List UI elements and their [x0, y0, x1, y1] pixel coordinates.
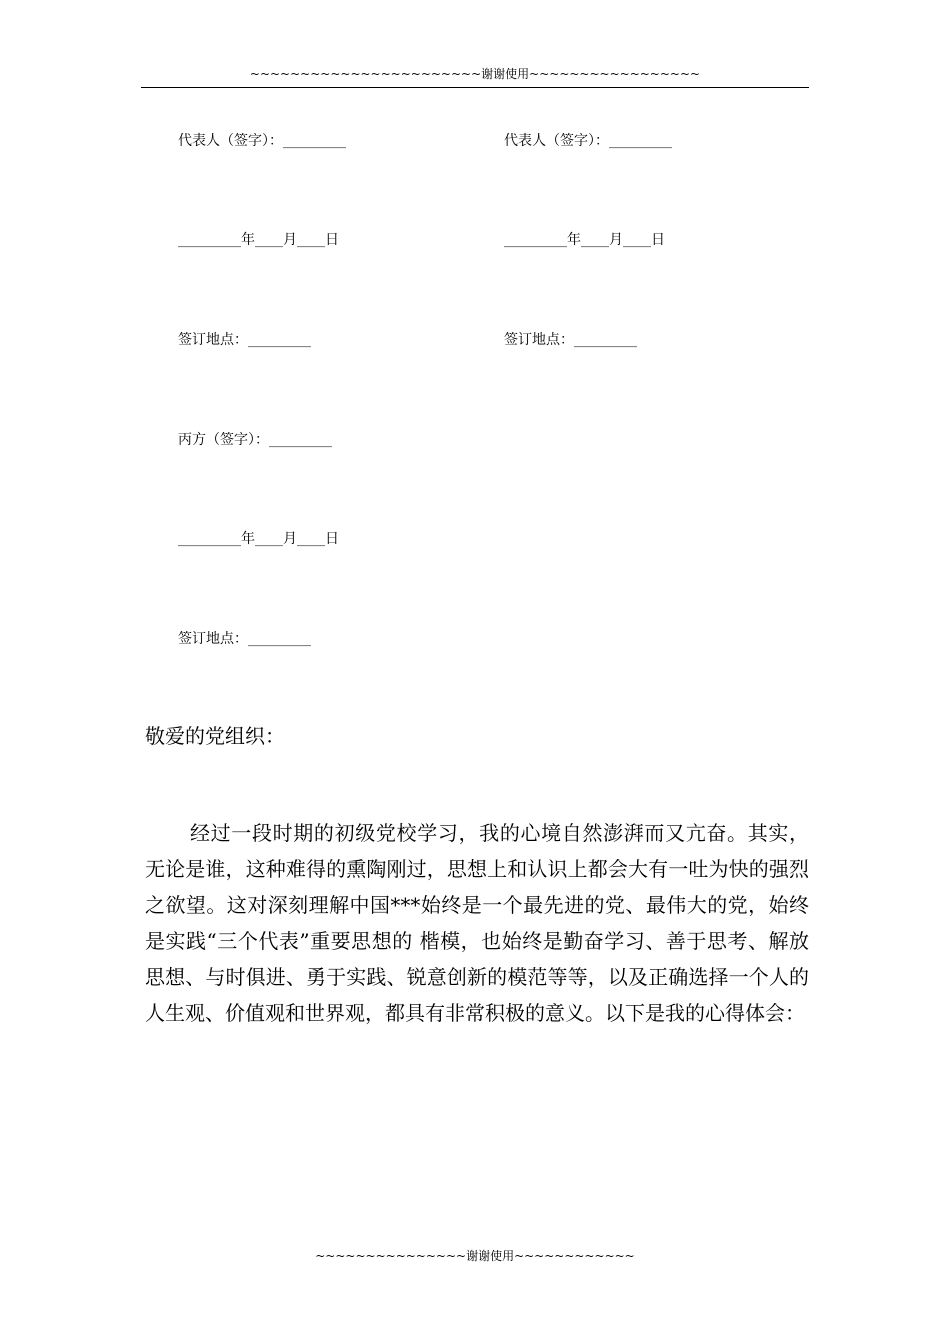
party-c-signing-place: 签订地点：_________ [178, 631, 311, 647]
right-representative-signature: 代表人（签字）：_________ [504, 133, 672, 149]
party-c-signing-date: _________年____月____日 [178, 531, 339, 547]
right-signing-date: _________年____月____日 [504, 232, 665, 248]
page-header: ~~~~~~~~~~~~~~~~~~~~~~~谢谢使用~~~~~~~~~~~~~~~~~ [249, 67, 701, 81]
party-c-signature: 丙方（签字）：_________ [178, 432, 332, 448]
page-footer: ~~~~~~~~~~~~~~~谢谢使用~~~~~~~~~~~~ [315, 1249, 635, 1263]
letter-body-paragraph: 经过一段时期的初级党校学习，我的心境自然澎湃而又亢奋。其实，无论是谁，这种难得的熏陶刚过，思想上和认识上都会大有一吐为快的强烈之欲望。这对深刻理解中国***始终是一个最先进的党、最伟大的党，始终是实践“三个代表”重要思想的 楷模，也始终是勤奋学习、善于思考、解放思想、与时俱进、勇于实践、锐意创新的模范等等，以及正确选择一个人的人生观、价值观和世界观，都具有非常积极的意义。以下是我的心得体会： [145, 821, 809, 1025]
letter-salutation: 敬爱的党组织： [145, 724, 285, 748]
left-signing-place: 签订地点：_________ [178, 332, 311, 348]
right-signing-place: 签订地点：_________ [504, 332, 637, 348]
header-divider [141, 87, 809, 88]
left-representative-signature: 代表人（签字）：_________ [178, 133, 346, 149]
left-signing-date: _________年____月____日 [178, 232, 339, 248]
